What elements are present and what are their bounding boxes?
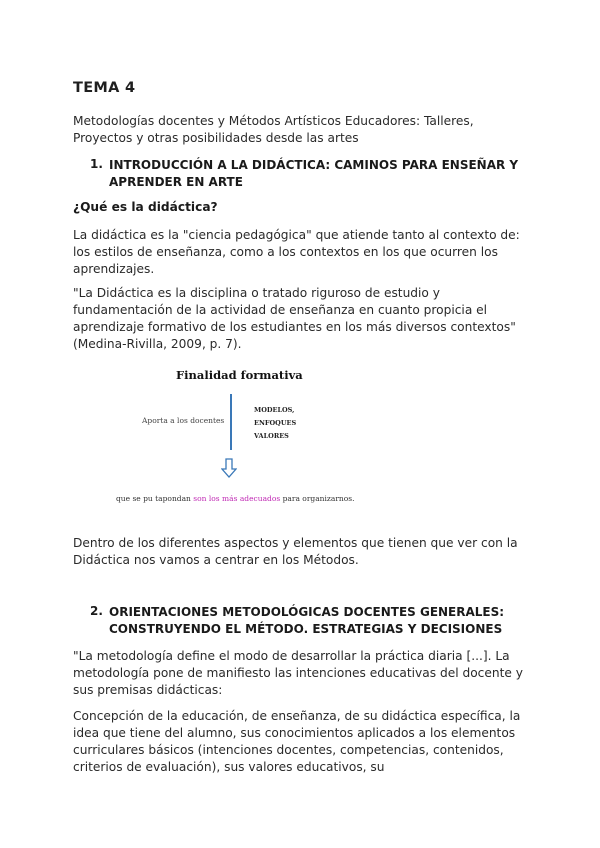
section2-heading: ORIENTACIONES METODOLÓGICAS DOCENTES GENERALES: CONSTRUYENDO EL MÉTODO. ESTRATEGIAS Y DECISIONES [109, 605, 505, 636]
paragraph-1: La didáctica es la "ciencia pedagógica" que atiende tanto al contexto de: los estilos de enseñanza, como a los contextos en los que ocurren los aprendizajes. [73, 228, 520, 276]
section2-number: 2. [90, 604, 103, 618]
figure-item: VALORES [254, 432, 289, 440]
figure-bottom-before: que se pu tapondan [116, 494, 191, 503]
quote-2: "La metodología define el modo de desarrollar la práctica diaria [...]. La metodología pone de manifiesto las intenciones educativas del docente y sus premisas didácticas: [73, 649, 523, 697]
finalidad-figure [110, 360, 400, 520]
figure-title: Finalidad formativa [176, 368, 303, 382]
figure-bottom-text [116, 494, 355, 503]
down-arrow-icon [221, 458, 237, 478]
figure-divider [230, 394, 232, 450]
figure-bottom-after: para organizarnos. [282, 494, 355, 503]
question-heading: ¿Qué es la didáctica? [73, 200, 218, 214]
page-title: TEMA 4 [73, 80, 136, 96]
figure-left-label: Aporta a los docentes [142, 416, 225, 425]
section1-number: 1. [90, 157, 103, 171]
paragraph-2: Dentro de los diferentes aspectos y elementos que tienen que ver con la Didáctica nos vamos a centrar en los Métodos. [73, 536, 518, 567]
subtitle: Metodologías docentes y Métodos Artísticos Educadores: Talleres, Proyectos y otras posibilidades desde las artes [73, 114, 474, 145]
figure-bottom-highlight: son los más adecuados [193, 494, 281, 503]
figure-item: ENFOQUES [254, 419, 297, 427]
quote-1: "La Didáctica es la disciplina o tratado riguroso de estudio y fundamentación de la actividad de enseñanza en cuanto propicia el aprendizaje formativo de los estudiantes en los más diversos contextos" (Medina-Rivilla, 2009, p. 7). [73, 286, 516, 351]
section1-heading: INTRODUCCIÓN A LA DIDÁCTICA: CAMINOS PARA ENSEÑAR Y APRENDER EN ARTE [109, 158, 519, 189]
figure-list [254, 404, 296, 443]
paragraph-3: Concepción de la educación, de enseñanza, de su didáctica específica, la idea que tiene del alumno, sus conocimientos aplicados a los elementos curriculares básicos (intenciones docentes, competencias, contenidos, criterios de evaluación), sus valores educativos, su [73, 709, 521, 774]
figure-item: MODELOS, [254, 406, 295, 414]
